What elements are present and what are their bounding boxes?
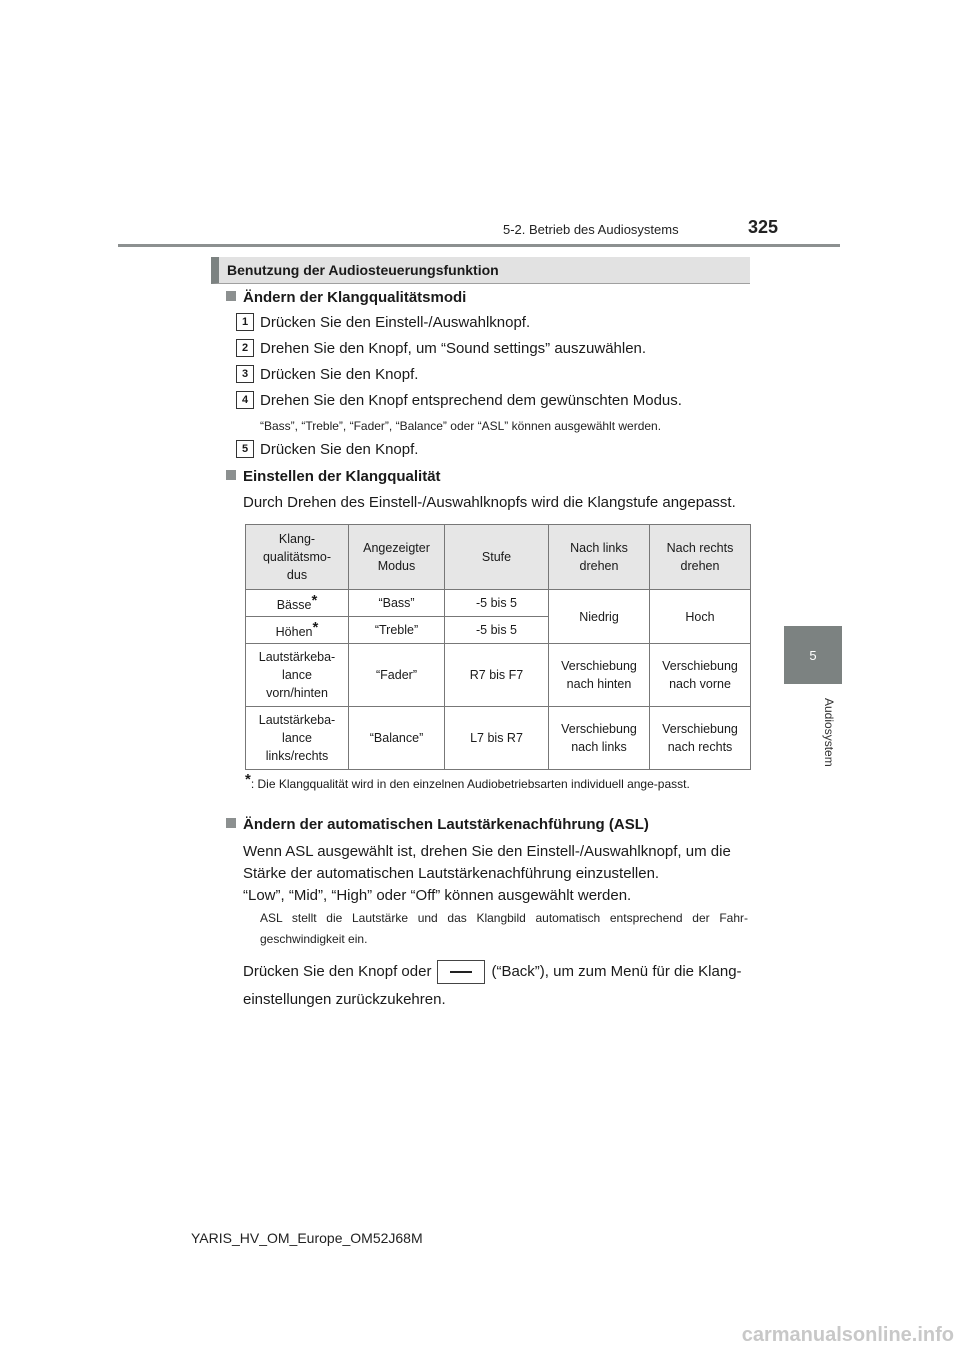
cell-turn-right-merged: Hoch	[650, 590, 751, 644]
cell-mode-text: Lautstärkeba- lance vorn/hinten	[258, 650, 336, 700]
asl-note: ASL stellt die Lautstärke und das Klangbild automatisch entsprechend der Fahr-geschwindigkeit ein.	[260, 911, 748, 946]
step-number-5: 5	[236, 440, 254, 458]
back-text-before: Drücken Sie den Knopf oder	[243, 963, 432, 980]
header-turn-left	[549, 525, 650, 590]
back-instruction	[243, 958, 748, 1014]
page-number: 325	[748, 217, 779, 237]
asl-options: “Low”, “Mid”, “High” oder “Off” können ausgewählt werden.	[243, 887, 632, 904]
cell-display: “Treble”	[349, 617, 445, 644]
header-turn-left-label: Nach links drehen	[570, 541, 628, 573]
cell-turn-left-text: Verschiebung nach hinten	[561, 659, 637, 691]
step-text-4: Drehen Sie den Knopf entsprechend dem gewünschten Modus.	[260, 392, 682, 409]
asl-instruction: Wenn ASL ausgewählt ist, drehen Sie den Einstell-/Auswahlknopf, um die Stärke der automatischen Lautstärkenachführung einzustellen.	[243, 843, 731, 882]
cell-display: “Bass”	[349, 590, 445, 617]
cell-turn-left-merged: Niedrig	[549, 590, 650, 644]
cell-display: “Balance”	[349, 707, 445, 770]
section-header: Benutzung der Audiosteuerungsfunktion	[211, 257, 750, 284]
table-row	[246, 707, 751, 770]
cell-level: -5 bis 5	[445, 590, 549, 617]
cell-turn-left	[549, 644, 650, 707]
header-section-title: 5-2. Betrieb des Audiosystems	[503, 222, 679, 237]
header-turn-right-label: Nach rechts drehen	[666, 541, 734, 573]
step-text-5: Drücken Sie den Knopf.	[260, 441, 419, 458]
cell-turn-right-text: Verschiebung nach vorne	[662, 659, 738, 691]
cell-mode	[246, 644, 349, 707]
table-row	[246, 644, 751, 707]
header-displayed-mode	[349, 525, 445, 590]
cell-turn-left	[549, 707, 650, 770]
asl-description	[243, 841, 748, 907]
step-number-1: 1	[236, 313, 254, 331]
square-bullet-icon	[226, 818, 236, 828]
cell-mode	[246, 617, 349, 644]
header-sound-mode	[246, 525, 349, 590]
back-text-after: (“Back”), um zum Menü für die Klang-einstellungen zurückzukehren.	[243, 963, 742, 1008]
cell-mode-text: Höhen	[275, 625, 313, 639]
cell-turn-right-text: Verschiebung nach rechts	[662, 722, 738, 754]
cell-mode	[246, 707, 349, 770]
cell-mode-text: Lautstärkeba- lance links/rechts	[258, 713, 336, 763]
sound-settings-table	[245, 524, 751, 770]
header-displayed-mode-label: Angezeigter Modus	[363, 541, 430, 573]
step-number-4: 4	[236, 391, 254, 409]
header-level	[445, 525, 549, 590]
cell-level: L7 bis R7	[445, 707, 549, 770]
mode-options-note: “Bass”, “Treble”, “Fader”, “Balance” oder “ASL” können ausgewählt werden.	[260, 419, 662, 433]
header-sound-mode-label: Klang- qualitätsmo- dus	[262, 532, 332, 582]
adjust-description: Durch Drehen des Einstell-/Auswahlknopfs wird die Klangstufe angepasst.	[243, 494, 736, 511]
header-level-label: Stufe	[481, 550, 512, 564]
chapter-tab: 5	[784, 626, 842, 684]
cell-mode-text: Bässe	[276, 598, 312, 612]
square-bullet-icon	[226, 291, 236, 301]
footnote-star: *	[312, 619, 319, 636]
table-footnote	[245, 771, 745, 793]
document-footer: YARIS_HV_OM_Europe_OM52J68M	[191, 1230, 423, 1246]
header-turn-right	[650, 525, 751, 590]
cell-level: -5 bis 5	[445, 617, 549, 644]
step-text-3: Drücken Sie den Knopf.	[260, 366, 419, 383]
back-button-icon	[437, 960, 485, 984]
watermark: carmanualsonline.info	[741, 1324, 954, 1346]
cell-level: R7 bis F7	[445, 644, 549, 707]
square-bullet-icon	[226, 470, 236, 480]
footnote-star: *	[311, 592, 318, 609]
subheading-asl: Ändern der automatischen Lautstärkenachführung (ASL)	[226, 816, 649, 833]
chapter-label: Audiosystem	[822, 697, 836, 767]
cell-turn-left-text: Verschiebung nach links	[561, 722, 637, 754]
cell-mode	[246, 590, 349, 617]
cell-display: “Fader”	[349, 644, 445, 707]
cell-turn-right	[650, 644, 751, 707]
footnote-text: : Die Klangqualität wird in den einzelnen Audiobetriebsarten individuell ange-passt.	[250, 777, 690, 791]
header-divider	[118, 244, 840, 247]
step-number-2: 2	[236, 339, 254, 357]
cell-turn-right	[650, 707, 751, 770]
step-text-2: Drehen Sie den Knopf, um “Sound settings” auszuwählen.	[260, 340, 647, 357]
footnote-mark: *	[245, 771, 251, 788]
step-number-3: 3	[236, 365, 254, 383]
table-header-row	[246, 525, 751, 590]
subheading-adjust: Einstellen der Klangqualität	[226, 468, 441, 485]
subheading-mode-change: Ändern der Klangqualitätsmodi	[226, 289, 466, 306]
step-text-1: Drücken Sie den Einstell-/Auswahlknopf.	[260, 314, 531, 331]
table-row	[246, 590, 751, 617]
